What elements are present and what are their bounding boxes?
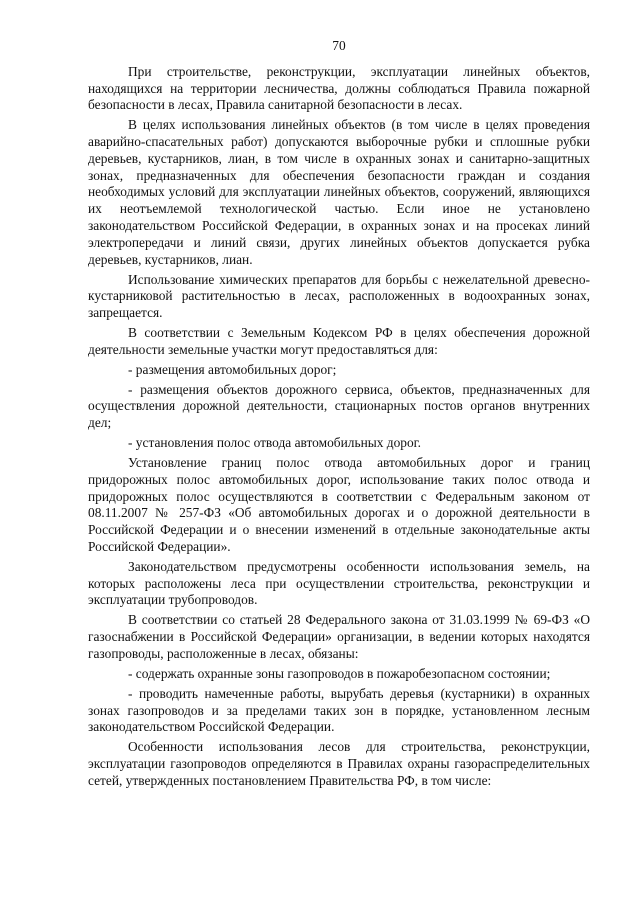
paragraph-land-code-road: В соответствии с Земельным Кодексом РФ в целях обеспечения дорожной деятельности земельные участки могут предоставляться для:	[88, 325, 590, 357]
page-number: 70	[332, 38, 346, 53]
paragraph-gas-supply-law: В соответствии со статьей 28 Федерального закона от 31.03.1999 № 69-ФЗ «О газоснабжении в Российской Федерации» организации, в ведении которых находятся газопроводы, расположенные в лесах, обязаны:	[88, 612, 590, 661]
paragraph-pipelines-law: Законодательством предусмотрены особенности использования земель, на которых расположены леса при осуществлении строительства, реконструкции и эксплуатации трубопроводов.	[88, 558, 590, 608]
list-item-fire-safe-zones: - содержать охранные зоны газопроводов в пожаробезопасном состоянии;	[128, 665, 551, 681]
list-item-roads: - размещения автомобильных дорог;	[128, 361, 337, 377]
paragraph-gas-network-rules: Особенности использования лесов для строительства, реконструкции, эксплуатации газопроводов определяются в Правилах охраны газораспределительных сетей, утвержденных постановлением Правительства РФ, в том числе:	[88, 739, 590, 788]
list-item-right-of-way: - установления полос отвода автомобильных дорог.	[128, 435, 421, 451]
paragraph-fire-safety: При строительстве, реконструкции, эксплуатации линейных объектов, находящихся на территории лесничества, должны соблюдаться Правила пожарной безопасности в лесах, Правила санитарной безопасности в лесах.	[88, 63, 590, 113]
list-item-road-service: - размещения объектов дорожного сервиса, объектов, предназначенных для осуществления дорожной деятельности, стационарных постов органов внутренних дел;	[88, 381, 590, 431]
paragraph-right-of-way-law: Установление границ полос отвода автомобильных дорог и границ придорожных полос автомобильных дорог, использование таких полос отвода и придорожных полос осуществляются в соответствии с Федеральным законом от 08.11.2007 № 257-ФЗ «Об автомобильных дорогах и о дорожной деятельности в Российской Федерации и о внесении изменений в отдельные законодательные акты Российской Федерации».	[88, 454, 590, 554]
paragraph-chemicals-ban: Использование химических препаратов для борьбы с нежелательной древесно-кустарниковой растительностью в лесах, расположенных в водоохранных зонах, запрещается.	[88, 271, 590, 321]
paragraph-linear-objects-felling: В целях использования линейных объектов (в том числе в целях проведения аварийно-спасательных работ) допускаются выборочные рубки и сплошные рубки деревьев, кустарников, лиан, в том числе в охранных зонах и санитарно-защитных зонах, предназначенных для обеспечения безопасности граждан и создания необходимых условий для эксплуатации линейных объектов, сооружений, являющихся их неотъемлемой технологической частью. Если иное не установлено законодательством Российской Федерации, в охранных зонах и на просеках линий электропередачи и линий связи, других линейных объектов допускается рубка деревьев, кустарников, лиан.	[88, 117, 590, 267]
list-item-felling-in-zones: - проводить намеченные работы, вырубать деревья (кустарники) в охранных зонах газопроводов и за пределами таких зон в порядке, установленном лесным законодательством Российской Федерации.	[88, 685, 590, 735]
